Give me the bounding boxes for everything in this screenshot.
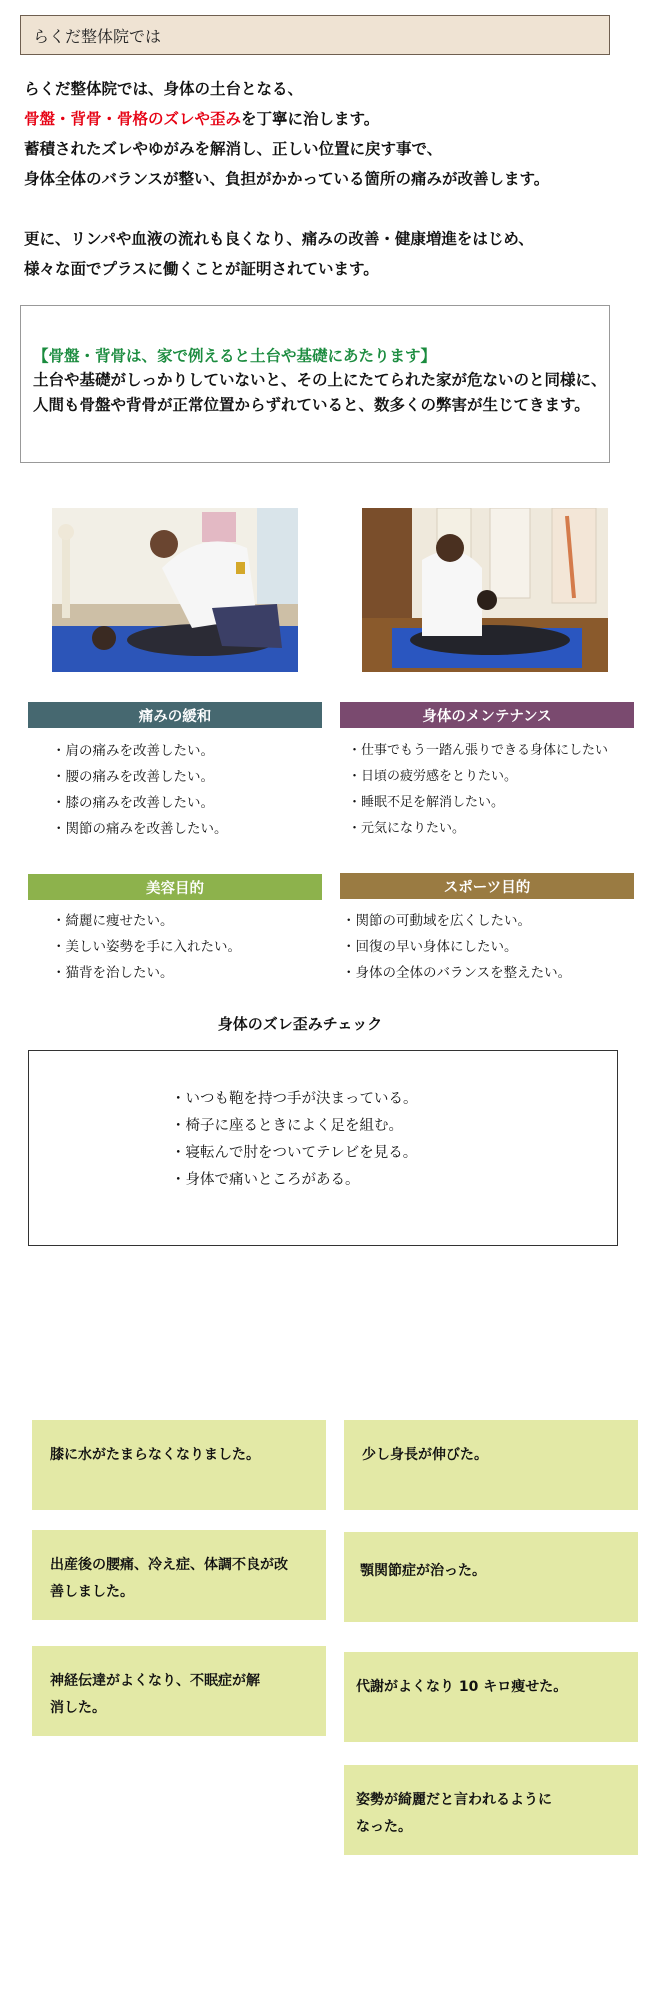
testimonial-text: 顎関節症が治った。 — [360, 1563, 486, 1579]
intro-line — [24, 104, 624, 134]
section-header — [20, 15, 610, 55]
intro-line: 更に、リンパや血液の流れも良くなり、痛みの改善・健康増進をはじめ、 — [24, 230, 534, 248]
photo-right — [362, 508, 608, 672]
testimonial-text: 神経伝達がよくなり、不眠症が解 — [50, 1673, 260, 1689]
testimonial-text: 少し身長が伸びた。 — [362, 1447, 488, 1463]
testimonial-text: 姿勢が綺麗だと言われるように — [356, 1792, 552, 1808]
photo-right-image — [362, 508, 608, 672]
testimonial-text: 膝に水がたまらなくなりました。 — [50, 1447, 260, 1463]
category-list-sports — [342, 908, 571, 986]
intro-line: 身体全体のバランスが整い、負担がかかっている箇所の痛みが改善します。 — [24, 170, 550, 188]
list-item: ・睡眠不足を解消したい。 — [348, 795, 505, 810]
list-item: ・関節の可動域を広くしたい。 — [342, 913, 531, 929]
intro-line: らくだ整体院では、身体の土台となる、 — [24, 80, 304, 98]
intro-spacer — [24, 194, 624, 224]
analogy-line: 土台や基礎がしっかりしていないと、その上にたてられた家が危ないのと同様に、 — [33, 371, 607, 389]
category-label: 身体のメンテナンス — [422, 707, 552, 725]
testimonial-text: なった。 — [356, 1819, 412, 1835]
testimonial-card — [344, 1765, 638, 1855]
analogy-title: 【骨盤・背骨は、家で例えると土台や基礎にあたります】 — [33, 347, 437, 365]
intro-text — [24, 74, 624, 284]
analogy-body — [33, 368, 607, 418]
testimonial-card — [32, 1530, 326, 1620]
photo-left-image — [52, 508, 298, 672]
testimonial-text: 出産後の腰痛、冷え症、体調不良が改 — [50, 1557, 288, 1573]
category-list-pain-relief — [52, 738, 228, 842]
check-list — [171, 1086, 418, 1194]
testimonial-text: 代謝がよくなり 10 キロ痩せた。 — [356, 1679, 568, 1695]
testimonial-text: 善しました。 — [50, 1584, 134, 1600]
testimonial-card — [344, 1652, 638, 1742]
analogy-box — [20, 305, 610, 463]
testimonial-text: 消した。 — [50, 1700, 106, 1716]
list-item: ・日頃の疲労感をとりたい。 — [348, 769, 518, 784]
category-list-beauty — [52, 908, 241, 986]
category-list-maintenance — [348, 738, 608, 842]
intro-highlight: 骨盤・背骨・骨格のズレや歪み — [24, 110, 242, 128]
category-label: スポーツ目的 — [443, 878, 531, 896]
check-item: ・いつも鞄を持つ手が決まっている。 — [171, 1091, 418, 1107]
list-item: ・関節の痛みを改善したい。 — [52, 821, 228, 837]
list-item: ・肩の痛みを改善したい。 — [52, 743, 214, 759]
category-bar-maintenance — [340, 702, 634, 728]
list-item: ・腰の痛みを改善したい。 — [52, 769, 214, 785]
list-item: ・膝の痛みを改善したい。 — [52, 795, 214, 811]
analogy-line: 人間も骨盤や背骨が正常位置からずれていると、数多くの弊害が生じてきます。 — [33, 396, 590, 414]
list-item: ・美しい姿勢を手に入れたい。 — [52, 939, 241, 955]
intro-line: 様々な面でプラスに働くことが証明されています。 — [24, 260, 379, 278]
testimonial-card — [344, 1532, 638, 1622]
list-item: ・仕事でもう一踏ん張りできる身体にしたい — [348, 743, 609, 758]
check-item: ・椅子に座るときによく足を組む。 — [171, 1118, 403, 1134]
category-bar-sports — [340, 873, 634, 899]
testimonial-card — [32, 1646, 326, 1736]
intro-line-rest: を丁寧に治します。 — [241, 110, 380, 128]
list-item: ・身体の全体のバランスを整えたい。 — [342, 965, 572, 981]
check-box — [28, 1050, 618, 1246]
category-bar-beauty — [28, 874, 322, 900]
list-item: ・綺麗に痩せたい。 — [52, 913, 174, 929]
list-item: ・回復の早い身体にしたい。 — [342, 939, 518, 955]
photo-left — [52, 508, 298, 672]
check-title: 身体のズレ歪みチェック — [217, 1015, 383, 1033]
testimonial-card — [344, 1420, 638, 1510]
list-item: ・猫背を治したい。 — [52, 965, 174, 981]
list-item: ・元気になりたい。 — [348, 821, 466, 836]
category-label: 痛みの緩和 — [138, 707, 212, 725]
testimonial-card — [32, 1420, 326, 1510]
section-header-title: らくだ整体院では — [33, 26, 162, 46]
category-bar-pain-relief — [28, 702, 322, 728]
check-item: ・寝転んで肘をついてテレビを見る。 — [171, 1145, 418, 1161]
intro-line: 蓄積されたズレやゆがみを解消し、正しい位置に戻す事で、 — [24, 140, 443, 158]
check-item: ・身体で痛いところがある。 — [171, 1172, 360, 1188]
category-label: 美容目的 — [146, 879, 204, 897]
